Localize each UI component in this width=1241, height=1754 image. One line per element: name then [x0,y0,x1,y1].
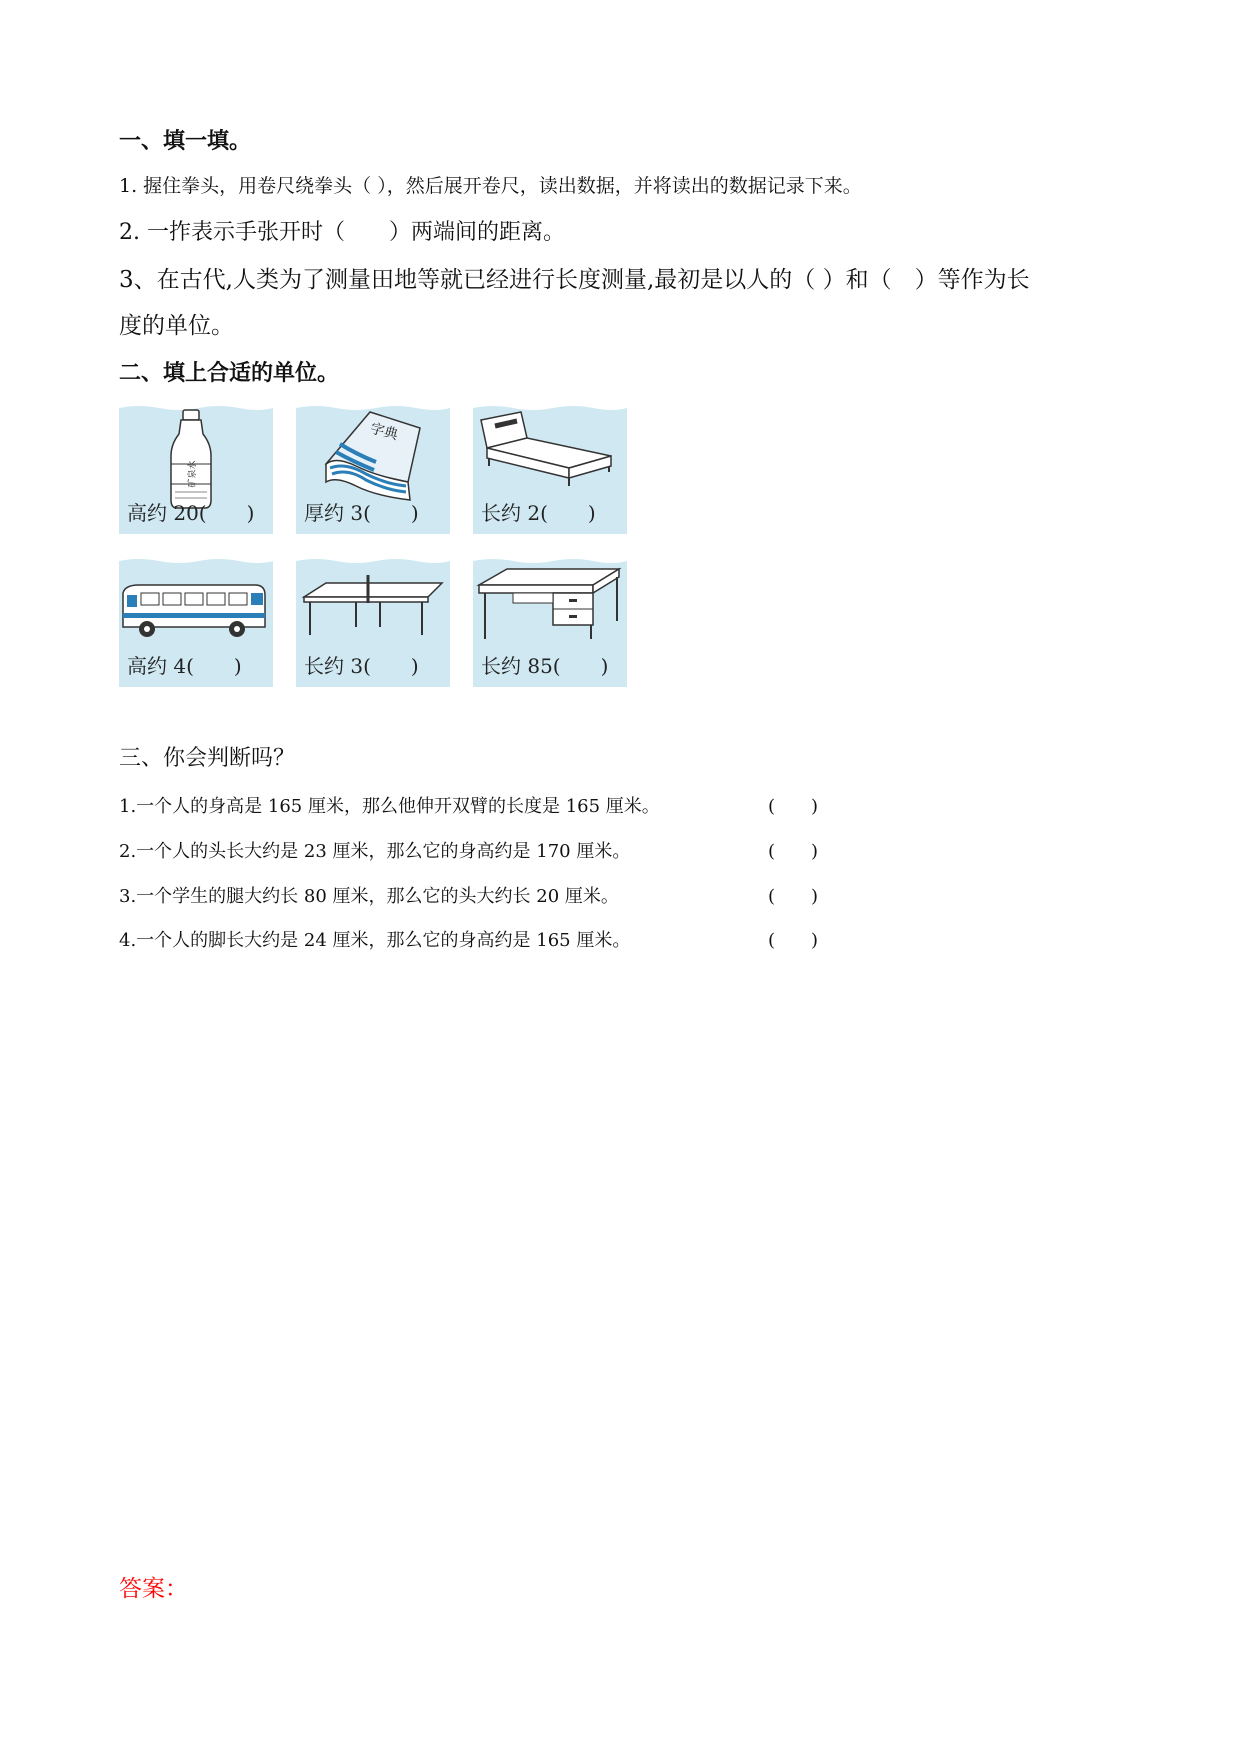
question-1: 1. 握住拳头，用卷尺绕拳头（ ），然后展开卷尺，读出数据，并将读出的数据记录下来。 [119,175,862,197]
card-label: 长约 85( ) [481,654,609,678]
judge-answer-3[interactable]: ( ) [768,886,819,907]
card-ping-pong-table [296,557,450,687]
card-label: 长约 2( ) [481,501,596,525]
judge-answer-2[interactable]: ( ) [768,841,819,862]
judge-item-3: 3.一个学生的腿大约长 80 厘米，那么它的头大约长 20 厘米。 [119,886,619,907]
question-3-line2: 度的单位。 [119,313,234,339]
section1-title: 一、填一填。 [119,129,252,154]
dictionary-cover-text: 字典 [368,420,400,444]
card-desk [473,557,627,687]
card-label: 高约 20( ) [127,501,255,525]
judge-answer-1[interactable]: ( ) [768,796,819,817]
section3-title: 三、你会判断吗？ [119,746,296,771]
judge-answer-4[interactable]: ( ) [768,930,819,951]
judge-item-4: 4.一个人的脚长大约是 24 厘米，那么它的身高约是 165 厘米。 [119,930,631,951]
card-label: 高约 4( ) [127,654,242,678]
card-bed [473,404,627,534]
card-water-bottle [119,404,273,534]
card-label: 厚约 3( ) [304,501,419,525]
judge-item-2: 2.一个人的头长大约是 23 厘米，那么它的身高约是 170 厘米。 [119,841,631,862]
judge-item-1: 1.一个人的身高是 165 厘米，那么他伸开双臂的长度是 165 厘米。 [119,796,660,817]
answer-label: 答案： [119,1576,188,1602]
card-dictionary [296,404,450,534]
card-label: 长约 3( ) [304,654,419,678]
section2-title: 二、填上合适的单位。 [119,361,340,386]
bottle-label-text: 矿泉水 [188,460,198,488]
card-bus [119,557,273,687]
question-2: 2. 一拃表示手张开时（ ）两端间的距离。 [119,220,565,245]
question-3-line1: 3、在古代,人类为了测量田地等就已经进行长度测量,最初是以人的（ ）和（ ）等作为长 [119,267,1030,293]
